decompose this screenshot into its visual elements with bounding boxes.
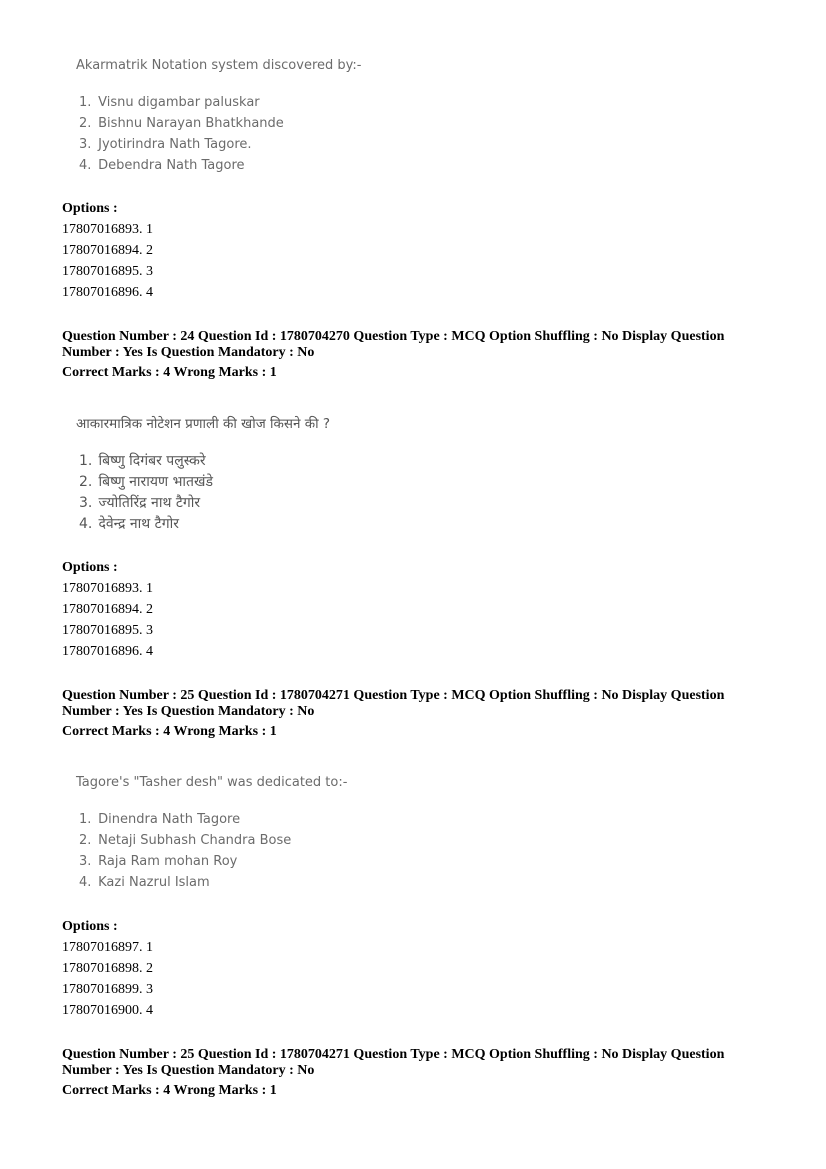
question-meta-line: Number : Yes Is Question Mandatory : No	[62, 704, 315, 719]
choice-item: 1. बिष्णु दिगंबर पलुस्करे	[79, 453, 206, 469]
choice-list	[76, 92, 361, 176]
question-meta-line: Question Number : 24 Question Id : 1780704270 Question Type : MCQ Option Shuffling : No Display Question	[62, 329, 725, 344]
option-row: 17807016896. 4	[62, 644, 153, 659]
options-label: Options :	[62, 201, 118, 216]
option-row: 17807016896. 4	[62, 285, 153, 300]
option-row: 17807016898. 2	[62, 961, 153, 976]
question-image	[76, 775, 347, 893]
question-meta-line: Number : Yes Is Question Mandatory : No	[62, 345, 315, 360]
options-list	[62, 199, 153, 303]
question-stem: Tagore's "Tasher desh" was dedicated to:-	[76, 775, 348, 790]
option-row: 17807016895. 3	[62, 264, 153, 279]
choice-item: 3. Jyotirindra Nath Tagore.	[79, 137, 252, 152]
choice-item: 1. Visnu digambar paluskar	[79, 95, 260, 110]
question-meta-line: Question Number : 25 Question Id : 1780704271 Question Type : MCQ Option Shuffling : No Display Question	[62, 688, 725, 703]
question-image	[76, 414, 330, 535]
choice-item: 1. Dinendra Nath Tagore	[79, 812, 241, 827]
question-meta-line: Number : Yes Is Question Mandatory : No	[62, 1063, 315, 1078]
choice-item: 4. Debendra Nath Tagore	[79, 158, 245, 173]
choice-item: 4. देवेन्द्र नाथ टैगोर	[79, 516, 179, 532]
option-row: 17807016899. 3	[62, 982, 153, 997]
choice-item: 3. Raja Ram mohan Roy	[79, 854, 238, 869]
marks-line: Correct Marks : 4 Wrong Marks : 1	[62, 724, 277, 739]
option-row: 17807016893. 1	[62, 581, 153, 596]
option-row: 17807016894. 2	[62, 243, 153, 258]
option-row: 17807016894. 2	[62, 602, 153, 617]
options-label: Options :	[62, 560, 118, 575]
question-meta	[62, 329, 762, 381]
question-stem: Akarmatrik Notation system discovered by:-	[76, 58, 362, 73]
question-meta	[62, 1047, 762, 1099]
option-row: 17807016900. 4	[62, 1003, 153, 1018]
option-row: 17807016893. 1	[62, 222, 153, 237]
marks-line: Correct Marks : 4 Wrong Marks : 1	[62, 1083, 277, 1098]
choice-item: 2. बिष्णु नारायण भातखंडे	[79, 474, 213, 490]
choice-list	[76, 451, 330, 535]
choice-list	[76, 809, 347, 893]
marks-line: Correct Marks : 4 Wrong Marks : 1	[62, 365, 277, 380]
question-image	[76, 58, 361, 176]
question-stem: आकारमात्रिक नोटेशन प्रणाली की खोज किसने की ?	[76, 416, 331, 432]
question-meta	[62, 688, 762, 740]
options-list	[62, 558, 153, 662]
choice-item: 2. Bishnu Narayan Bhatkhande	[79, 116, 284, 131]
question-meta-line: Question Number : 25 Question Id : 1780704271 Question Type : MCQ Option Shuffling : No Display Question	[62, 1047, 725, 1062]
option-row: 17807016897. 1	[62, 940, 153, 955]
choice-item: 2. Netaji Subhash Chandra Bose	[79, 833, 292, 848]
options-label: Options :	[62, 919, 118, 934]
choice-item: 3. ज्योतिरिंद्र नाथ टैगोर	[79, 495, 201, 511]
choice-item: 4. Kazi Nazrul Islam	[79, 875, 210, 890]
option-row: 17807016895. 3	[62, 623, 153, 638]
options-list	[62, 917, 153, 1021]
